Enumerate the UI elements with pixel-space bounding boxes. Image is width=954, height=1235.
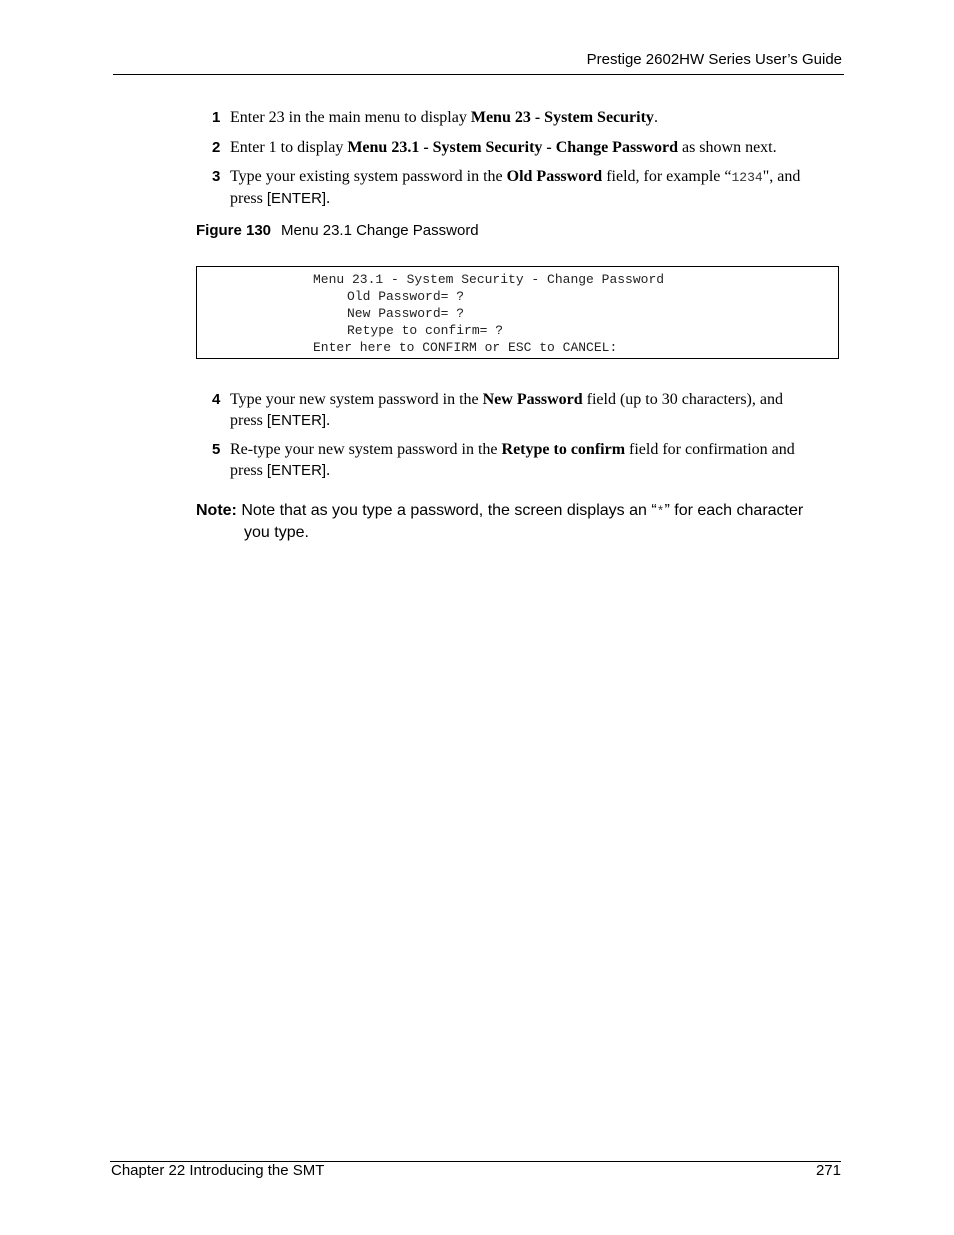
step-number: 1 bbox=[212, 109, 221, 126]
field-name: Retype to confirm bbox=[501, 441, 626, 458]
step-1 bbox=[212, 107, 842, 128]
step-text bbox=[230, 166, 842, 209]
step-5 bbox=[212, 439, 842, 481]
step-text-part: . bbox=[326, 412, 331, 429]
step-number: 3 bbox=[212, 168, 221, 185]
note-text: Note that as you type a password, the screen displays an “ bbox=[236, 502, 657, 519]
note-label: Note: bbox=[196, 502, 237, 519]
field-name: New Password bbox=[482, 391, 583, 408]
step-text-part: . bbox=[653, 109, 658, 126]
step-text-part: Enter 1 to display bbox=[230, 139, 348, 156]
guide-title: Prestige 2602HW Series User’s Guide bbox=[586, 51, 842, 68]
step-text-part: . bbox=[326, 462, 331, 479]
new-password-line: New Password= ? bbox=[347, 306, 465, 321]
page-number: 271 bbox=[815, 1162, 841, 1179]
step-2 bbox=[212, 137, 842, 158]
confirm-prompt-line: Enter here to CONFIRM or ESC to CANCEL: bbox=[313, 340, 618, 355]
note-text-line2: you type. bbox=[244, 524, 309, 541]
old-password-line: Old Password= ? bbox=[347, 289, 465, 304]
step-text bbox=[230, 389, 842, 431]
step-text-part: . bbox=[326, 190, 331, 207]
figure-title: Menu 23.1 Change Password bbox=[281, 222, 479, 239]
step-text-part: Type your existing system password in the bbox=[230, 168, 507, 185]
terminal-screen bbox=[196, 266, 839, 359]
note-text: ” for each character bbox=[664, 502, 804, 519]
step-text-part: Re-type your new system password in the bbox=[230, 441, 502, 458]
header-divider bbox=[113, 74, 844, 75]
step-text bbox=[230, 137, 842, 158]
key-label: [ENTER] bbox=[266, 190, 327, 207]
step-text-part: as shown next. bbox=[677, 139, 777, 156]
chapter-title: Chapter 22 Introducing the SMT bbox=[111, 1162, 325, 1179]
step-text-part: field (up to 30 characters), and bbox=[582, 391, 783, 408]
menu-name: Menu 23 - System Security bbox=[470, 109, 654, 126]
step-3 bbox=[212, 166, 842, 209]
step-4 bbox=[212, 389, 842, 431]
asterisk-char: * bbox=[656, 504, 665, 519]
step-number: 4 bbox=[212, 391, 221, 408]
figure-caption bbox=[196, 222, 479, 239]
step-text bbox=[230, 439, 842, 481]
step-text-part: press bbox=[230, 462, 267, 479]
example-password: 1234 bbox=[731, 170, 763, 185]
retype-confirm-line: Retype to confirm= ? bbox=[347, 323, 504, 338]
step-text-part: press bbox=[230, 412, 267, 429]
field-name: Old Password bbox=[506, 168, 603, 185]
key-label: [ENTER] bbox=[266, 412, 327, 429]
menu-name: Menu 23.1 - System Security - Change Password bbox=[347, 139, 678, 156]
step-text-part: field for confirmation and bbox=[625, 441, 795, 458]
step-text-part: Type your new system password in the bbox=[230, 391, 483, 408]
step-number: 2 bbox=[212, 139, 221, 156]
step-text-part: press bbox=[230, 190, 267, 207]
step-text-part: ", and bbox=[762, 168, 801, 185]
step-text-part: Enter 23 in the main menu to display bbox=[230, 109, 471, 126]
key-label: [ENTER] bbox=[266, 462, 327, 479]
menu-title-line: Menu 23.1 - System Security - Change Password bbox=[313, 272, 665, 287]
step-text bbox=[230, 107, 842, 128]
note-block bbox=[196, 500, 846, 543]
step-text-part: field, for example “ bbox=[602, 168, 732, 185]
step-number: 5 bbox=[212, 441, 221, 458]
figure-label: Figure 130 bbox=[196, 222, 272, 239]
